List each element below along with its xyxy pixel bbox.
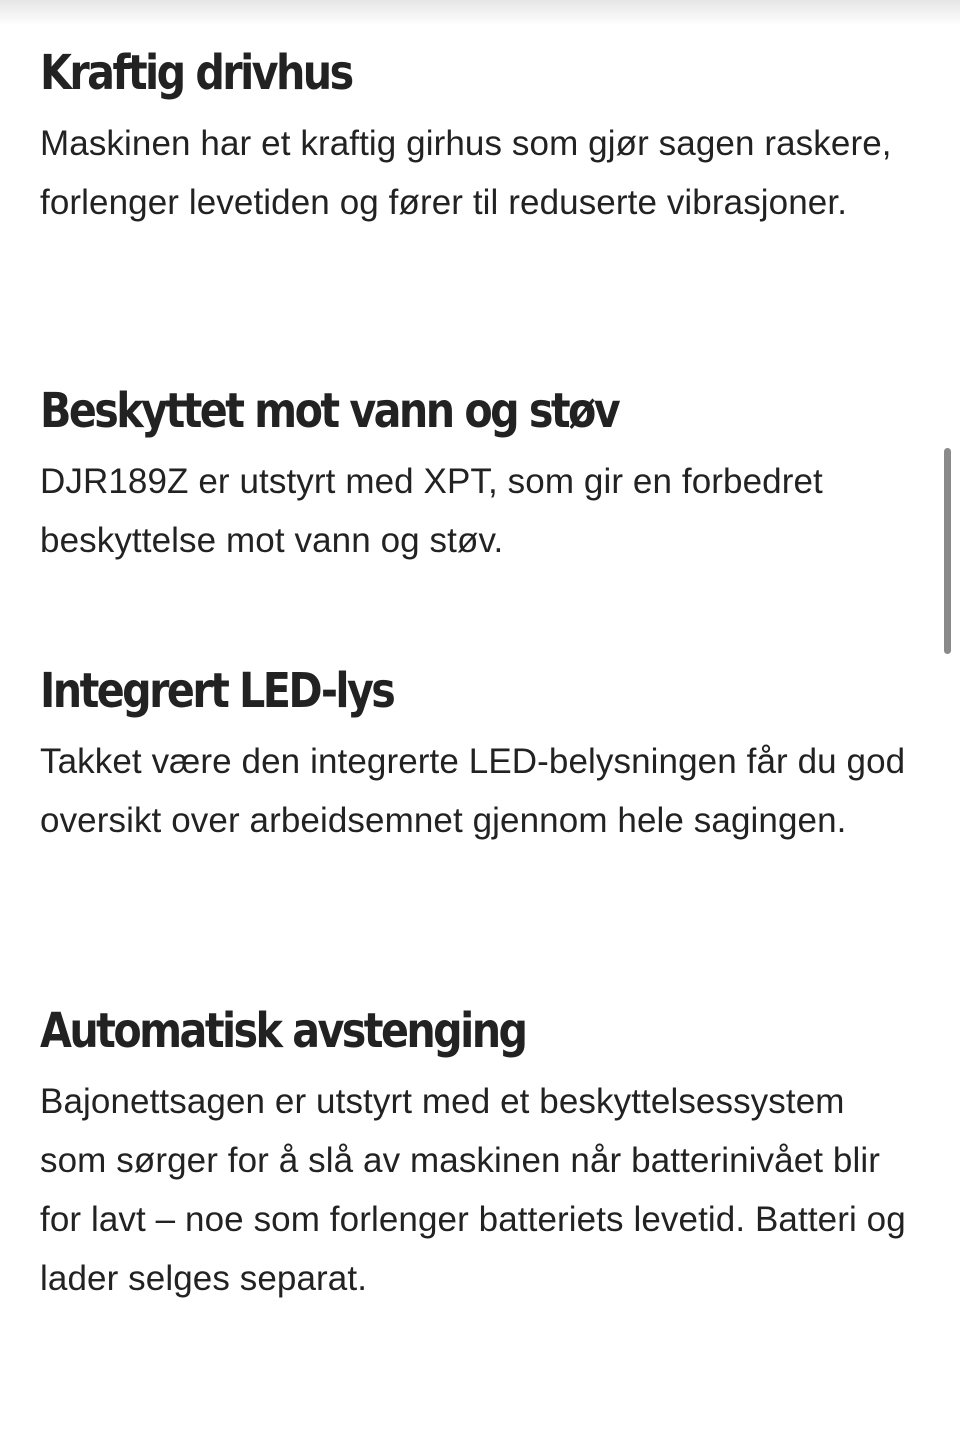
feature-title: Beskyttet mot vann og støv [40, 383, 619, 439]
feature-gear-housing [40, 44, 920, 232]
feature-auto-shutdown [40, 1002, 920, 1308]
feature-description: Takket være den integrerte LED-belysningen får du god oversikt over arbeidsemnet gjennom hele sagingen. [40, 742, 906, 840]
feature-description: DJR189Z er utstyrt med XPT, som gir en forbedret beskyttelse mot vann og støv. [40, 462, 823, 560]
vertical-scrollbar[interactable] [944, 448, 951, 654]
feature-title: Automatisk avstenging [40, 1003, 526, 1059]
feature-title: Kraftig drivhus [40, 45, 352, 101]
feature-description: Bajonettsagen er utstyrt med et beskyttelsessystem som sørger for å slå av maskinen når batterinivået blir for lavt – noe som forlenger batteriets levetid. Batteri og lader selges separat. [40, 1082, 906, 1298]
feature-title: Integrert LED-lys [40, 663, 394, 719]
feature-description: Maskinen har et kraftig girhus som gjør sagen raskere, forlenger levetiden og fører til reduserte vibrasjoner. [40, 124, 892, 222]
feature-water-dust-protection [40, 382, 920, 570]
feature-led-light [40, 662, 920, 850]
top-header-shadow [0, 0, 960, 26]
